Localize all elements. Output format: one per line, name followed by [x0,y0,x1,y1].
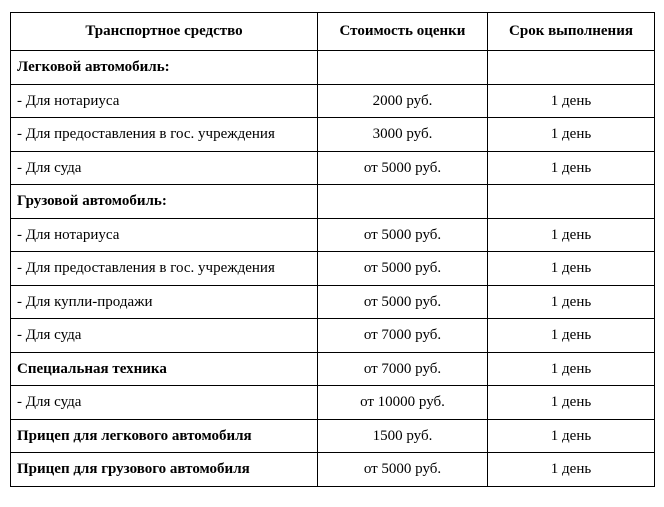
term-cell: 1 день [488,453,655,487]
term-cell [488,51,655,85]
price-cell: от 7000 руб. [318,352,488,386]
price-cell: от 5000 руб. [318,285,488,319]
term-cell: 1 день [488,84,655,118]
vehicle-cell: Прицеп для грузового автомобиля [11,453,318,487]
vehicle-cell: - Для нотариуса [11,84,318,118]
vehicle-cell: Специальная техника [11,352,318,386]
term-cell: 1 день [488,151,655,185]
term-cell: 1 день [488,118,655,152]
table-row [11,352,655,386]
table-row [11,419,655,453]
vehicle-cell: Грузовой автомобиль: [11,185,318,219]
table-row [11,453,655,487]
price-cell: 3000 руб. [318,118,488,152]
term-cell: 1 день [488,319,655,353]
price-cell: от 5000 руб. [318,252,488,286]
table-body [11,51,655,487]
vehicle-cell: - Для нотариуса [11,218,318,252]
price-cell: от 5000 руб. [318,218,488,252]
term-cell: 1 день [488,252,655,286]
term-cell: 1 день [488,218,655,252]
price-cell: от 7000 руб. [318,319,488,353]
header-term: Срок выполнения [488,13,655,51]
term-cell: 1 день [488,386,655,420]
table-row [11,252,655,286]
term-cell: 1 день [488,285,655,319]
vehicle-cell: - Для суда [11,386,318,420]
header-price: Стоимость оценки [318,13,488,51]
table-row [11,285,655,319]
table-row [11,319,655,353]
table-row [11,84,655,118]
vehicle-cell: Прицеп для легкового автомобиля [11,419,318,453]
table-row [11,151,655,185]
price-cell [318,51,488,85]
vehicle-cell: Легковой автомобиль: [11,51,318,85]
table-row [11,386,655,420]
table-row [11,218,655,252]
header-row [11,13,655,51]
vehicle-cell: - Для купли-продажи [11,285,318,319]
price-cell: 1500 руб. [318,419,488,453]
price-cell: от 10000 руб. [318,386,488,420]
table-header [11,13,655,51]
price-cell: 2000 руб. [318,84,488,118]
term-cell: 1 день [488,352,655,386]
table-row [11,51,655,85]
price-table [10,12,655,487]
table-row [11,118,655,152]
price-cell: от 5000 руб. [318,453,488,487]
header-vehicle: Транспортное средство [11,13,318,51]
table-row [11,185,655,219]
term-cell: 1 день [488,419,655,453]
vehicle-cell: - Для предоставления в гос. учреждения [11,118,318,152]
vehicle-cell: - Для предоставления в гос. учреждения [11,252,318,286]
vehicle-cell: - Для суда [11,151,318,185]
price-cell: от 5000 руб. [318,151,488,185]
price-cell [318,185,488,219]
term-cell [488,185,655,219]
vehicle-cell: - Для суда [11,319,318,353]
